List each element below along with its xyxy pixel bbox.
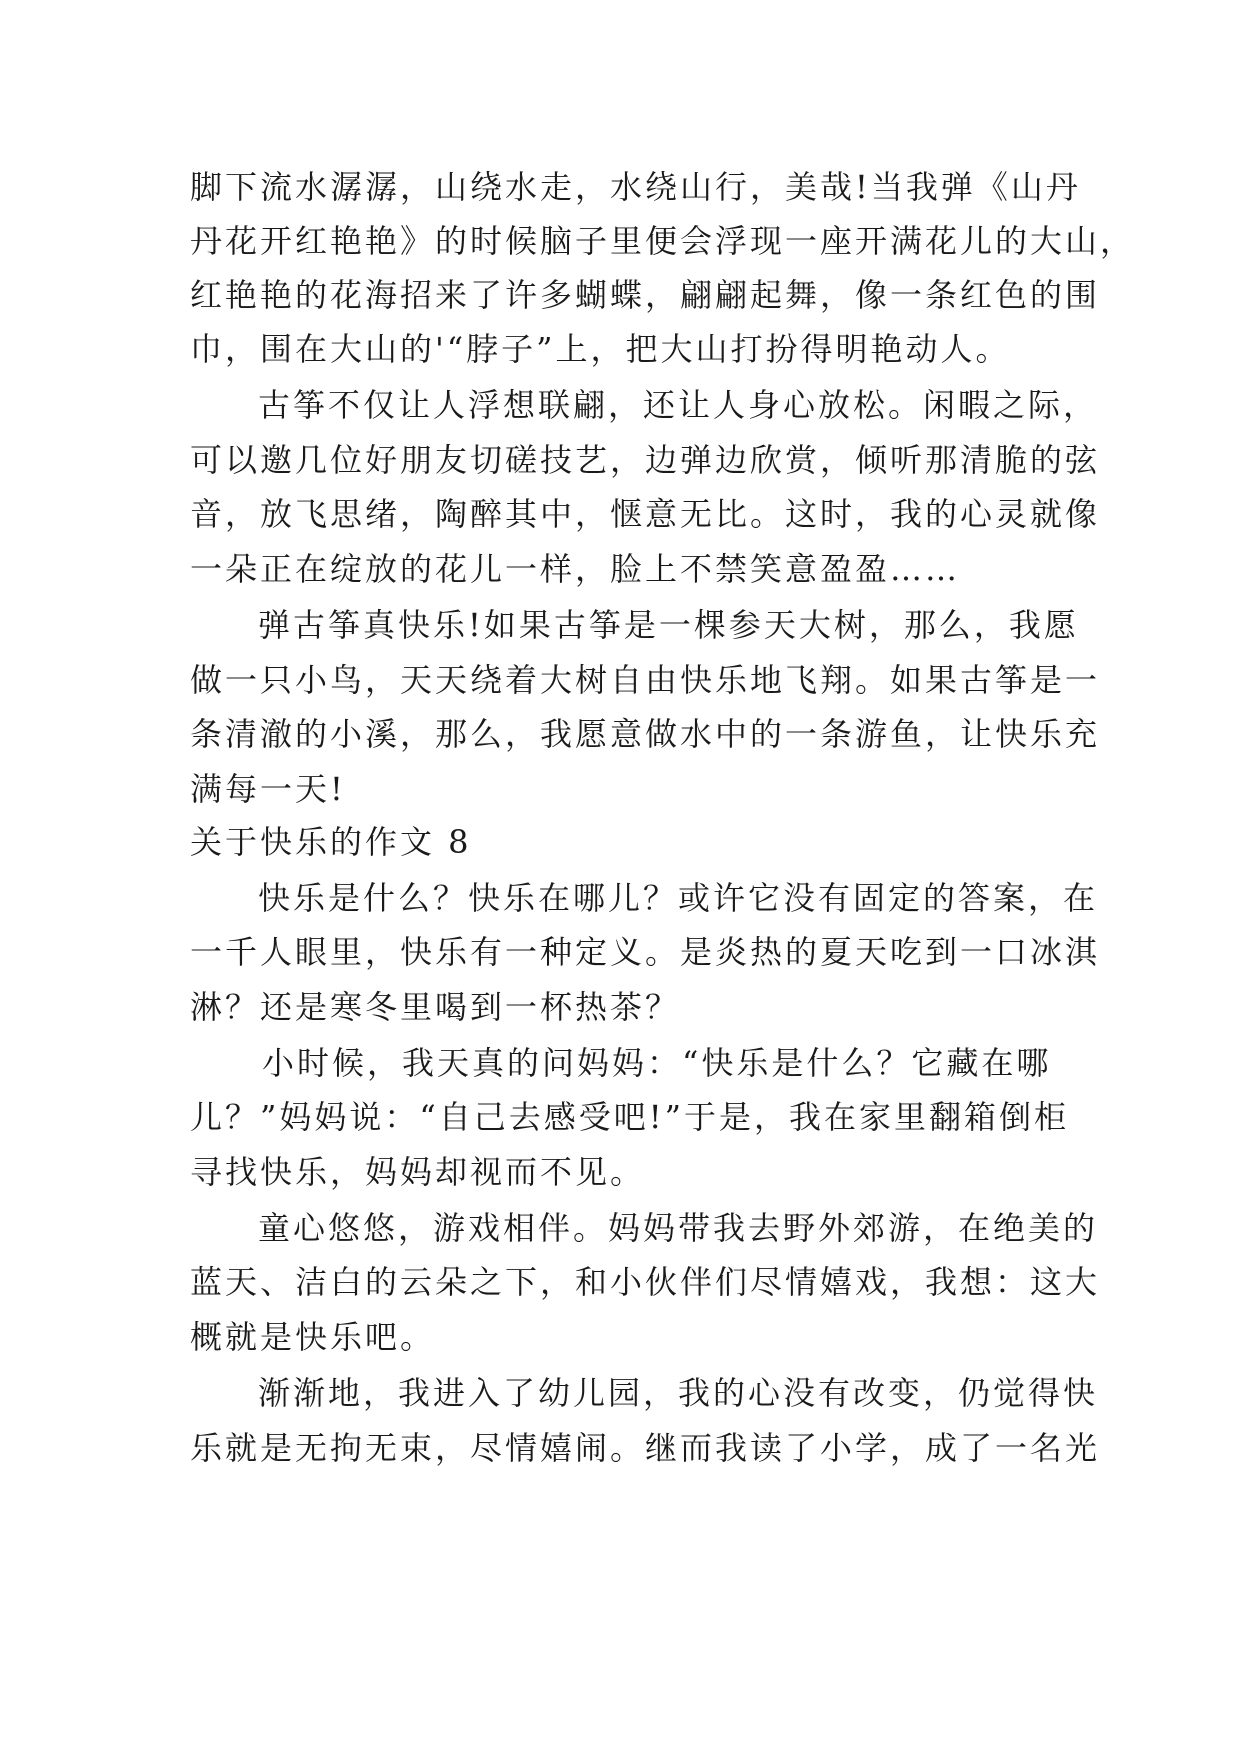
text-line: 弹古筝真快乐!如果古筝是一棵参天大树，那么，我愿 (258, 606, 1079, 644)
text-line: 做一只小鸟，天天绕着大树自由快乐地飞翔。如果古筝是一 (190, 661, 1101, 699)
text-line: 音，放飞思绪，陶醉其中，惬意无比。这时，我的心灵就像 (190, 495, 1101, 533)
text-line: 童心悠悠，游戏相伴。妈妈带我去野外郊游，在绝美的 (258, 1209, 1099, 1247)
text-line: 古筝不仅让人浮想联翩，还让人身心放松。闲暇之际， (258, 386, 1099, 424)
text-line: 一朵正在绽放的花儿一样，脸上不禁笑意盈盈…… (190, 550, 961, 588)
text-line: 概就是快乐吧。 (190, 1318, 436, 1356)
text-line: 蓝天、洁白的云朵之下，和小伙伴们尽情嬉戏，我想：这大 (190, 1263, 1101, 1301)
text-line: 巾，围在大山的'“脖子”上，把大山打扮得明艳动人。 (190, 330, 1011, 368)
text-line: 一千人眼里，快乐有一种定义。是炎热的夏天吃到一口冰淇 (190, 933, 1101, 971)
text-line: 红艳艳的花海招来了许多蝴蝶，翩翩起舞，像一条红色的围 (190, 276, 1101, 314)
text-line: 小时候，我天真的问妈妈：“快乐是什么？它藏在哪 (262, 1044, 1052, 1082)
text-line: 渐渐地，我进入了幼儿园，我的心没有改变，仍觉得快 (258, 1374, 1099, 1412)
text-line: 乐就是无拘无束，尽情嬉闹。继而我读了小学，成了一名光 (190, 1429, 1101, 1467)
text-line: 可以邀几位好朋友切磋技艺，边弹边欣赏，倾听那清脆的弦 (190, 441, 1101, 479)
section-heading: 关于快乐的作文 8 (190, 823, 472, 861)
text-line: 满每一天! (190, 770, 346, 808)
text-line: 脚下流水潺潺，山绕水走，水绕山行，美哉!当我弹《山丹 (190, 168, 1081, 206)
text-line: 丹花开红艳艳》的时候脑子里便会浮现一座开满花儿的大山， (190, 222, 1136, 260)
text-line: 淋？还是寒冬里喝到一杯热茶？ (190, 988, 681, 1026)
text-line: 快乐是什么？快乐在哪儿？或许它没有固定的答案，在 (258, 879, 1099, 917)
text-line: 儿？”妈妈说：“自己去感受吧!”于是，我在家里翻箱倒柜 (190, 1098, 1069, 1136)
text-line: 条清澈的小溪，那么，我愿意做水中的一条游鱼，让快乐充 (190, 715, 1101, 753)
text-line: 寻找快乐，妈妈却视而不见。 (190, 1153, 646, 1191)
